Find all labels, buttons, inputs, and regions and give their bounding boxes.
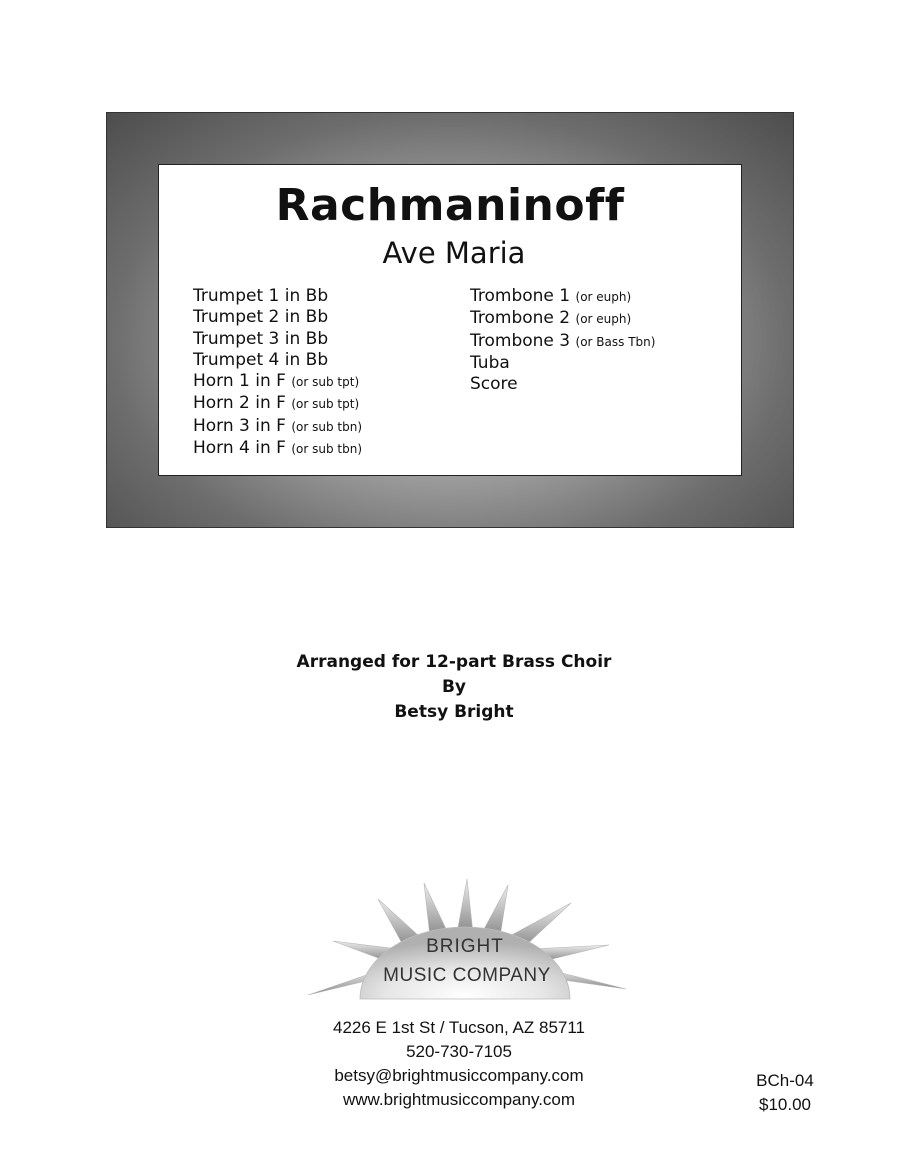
part-item <box>470 353 655 374</box>
product-info <box>752 1069 818 1117</box>
part-item <box>193 307 362 328</box>
email-link[interactable]: betsy@brightmusiccompany.com <box>334 1066 584 1085</box>
part-note: (or Bass Tbn) <box>575 334 656 349</box>
arranged-for-text: Arranged for 12-part Brass Choir <box>296 652 612 672</box>
part-note: (or sub tpt) <box>291 397 360 412</box>
part-item <box>193 393 362 415</box>
part-note: (or sub tpt) <box>291 375 360 390</box>
part-note: (or euph) <box>575 290 632 304</box>
address: 4226 E 1st St / Tucson, AZ 85711 <box>332 1018 585 1037</box>
part-name: Trombone 3 <box>470 330 571 351</box>
part-note: (or euph) <box>575 312 632 327</box>
part-item <box>193 350 362 371</box>
part-item <box>470 331 655 353</box>
part-name: Horn 4 in F <box>193 438 286 459</box>
by-text: By <box>441 677 467 697</box>
parts-list-left <box>193 286 362 460</box>
parts-list-right <box>470 286 655 395</box>
part-item <box>470 308 655 330</box>
arranger-name: Betsy Bright <box>394 702 514 722</box>
part-name: Trumpet 2 in Bb <box>193 307 329 328</box>
part-item <box>193 438 362 460</box>
part-name: Trumpet 4 in Bb <box>193 349 329 370</box>
logo-line-2: MUSIC COMPANY <box>383 965 551 986</box>
part-name: Horn 2 in F <box>193 393 286 414</box>
part-item <box>193 416 362 438</box>
piece-title: Ave Maria <box>382 236 526 270</box>
website-link[interactable]: www.brightmusiccompany.com <box>342 1090 576 1109</box>
phone: 520-730-7105 <box>406 1042 512 1061</box>
part-item <box>193 286 362 307</box>
composer-title: Rachmaninoff <box>275 180 625 231</box>
logo-line-1: BRIGHT <box>426 936 504 957</box>
arrangement-credits <box>0 650 900 725</box>
part-name: Horn 3 in F <box>193 415 286 436</box>
part-name: Horn 1 in F <box>193 371 286 392</box>
part-item <box>193 371 362 393</box>
part-name: Trombone 1 <box>470 286 571 306</box>
catalog-code: BCh-04 <box>756 1071 814 1090</box>
part-item <box>470 374 655 395</box>
part-name: Trumpet 1 in Bb <box>193 286 329 306</box>
bright-music-company-logo <box>300 875 630 1000</box>
part-name: Trumpet 3 in Bb <box>193 328 329 349</box>
part-item <box>193 329 362 350</box>
part-name: Score <box>470 374 518 395</box>
price: $10.00 <box>759 1095 811 1114</box>
part-name: Tuba <box>470 352 510 373</box>
part-note: (or sub tbn) <box>291 442 363 457</box>
part-name: Trombone 2 <box>470 308 571 329</box>
part-note: (or sub tbn) <box>291 419 363 434</box>
part-item <box>470 286 655 308</box>
